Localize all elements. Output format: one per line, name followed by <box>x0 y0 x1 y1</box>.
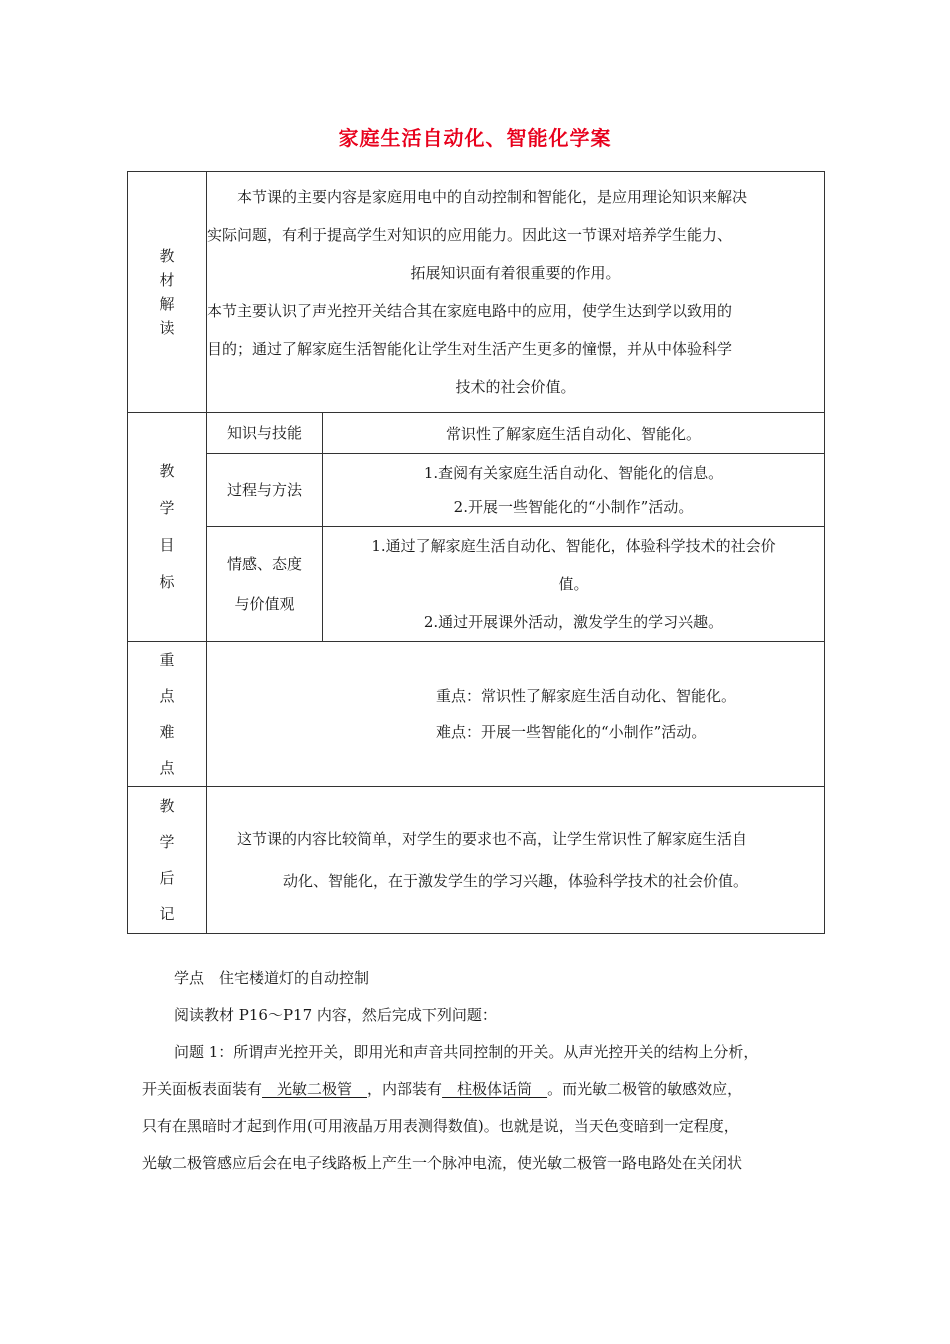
teaching-notes-content: 这节课的内容比较简单，对学生的要求也不高，让学生常识性了解家庭生活自 动化、智能化，在于激发学生的学习兴趣，体验科学技术的社会价值。 <box>207 787 825 934</box>
question-1-line-1: 问题 1：所谓声光控开关，即用光和声音共同控制的开关。从声光控开关的结构上分析， <box>174 1043 759 1061</box>
label-teaching-material: 教 材 解 读 <box>128 172 207 413</box>
label-teaching-goals: 教 学 目 标 <box>128 413 207 642</box>
goal-process-content: 1.查阅有关家庭生活自动化、智能化的信息。 2.开展一些智能化的“小制作”活动。 <box>323 454 825 527</box>
study-point-heading: 学点 住宅楼道灯的自动控制 <box>174 969 370 987</box>
row-teaching-material <box>128 172 825 413</box>
goal-emotion-name: 情感、态度 与价值观 <box>207 527 323 642</box>
question-1-line-3: 只有在黑暗时才起到作用(可用液晶万用表测得数值)。也就是说，当天色变暗到一定程度， <box>142 1117 739 1135</box>
label-key-points: 重 点 难 点 <box>128 642 207 787</box>
row-goal-emotion <box>128 527 825 642</box>
teaching-material-content: 本节课的主要内容是家庭用电中的自动控制和智能化，是应用理论知识来解决 实际问题，有利于提高学生对知识的应用能力。因此这一节课对培养学生能力、 拓展知识面有着很重要的作用。 本节主要认识了声光控开关结合其在家庭电路中的应用，使学生达到学以致用的 目的；通过了解家庭生活智能化让学生对生活产生更多的憧憬，并从中体验科学 技术的社会价值。 <box>207 172 825 413</box>
question-1-line-4: 光敏二极管感应后会在电子线路板上产生一个脉冲电流，使光敏二极管一路电路处在关闭状 <box>142 1154 743 1172</box>
row-goal-knowledge <box>128 413 825 454</box>
reading-instruction: 阅读教材 P16～P17 内容，然后完成下列问题： <box>174 1006 497 1024</box>
page-title: 家庭生活自动化、智能化学案 <box>338 126 612 150</box>
question-1-line-2: 开关面板表面装有 光敏二极管 ，内部装有 柱极体话筒 。而光敏二极管的敏感效应， <box>142 1080 743 1098</box>
goal-process-name: 过程与方法 <box>207 454 323 527</box>
answer-blank-2: 柱极体话筒 <box>442 1080 548 1098</box>
study-section <box>142 960 822 1182</box>
row-goal-process <box>128 454 825 527</box>
lesson-plan-table <box>127 171 825 934</box>
key-points-content: 重点：常识性了解家庭生活自动化、智能化。 难点：开展一些智能化的“小制作”活动。 <box>207 642 825 787</box>
goal-knowledge-name: 知识与技能 <box>207 413 323 454</box>
row-teaching-notes <box>128 787 825 934</box>
answer-blank-1: 光敏二极管 <box>262 1080 368 1098</box>
label-teaching-notes: 教 学 后 记 <box>128 787 207 934</box>
goal-emotion-content: 1.通过了解家庭生活自动化、智能化，体验科学技术的社会价 值。 2.通过开展课外活动，激发学生的学习兴趣。 <box>323 527 825 642</box>
goal-knowledge-content: 常识性了解家庭生活自动化、智能化。 <box>323 413 825 454</box>
row-key-points <box>128 642 825 787</box>
